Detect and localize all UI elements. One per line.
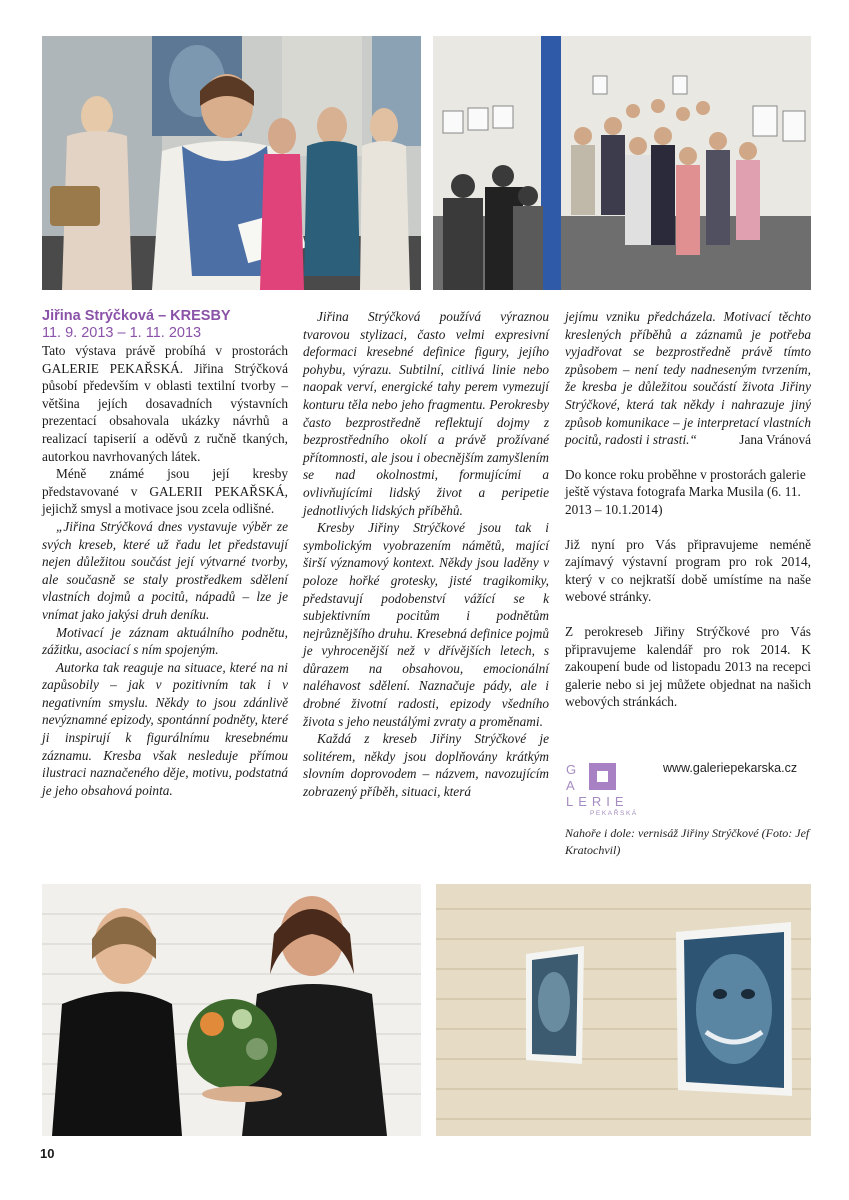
- paragraph: Kresby Jiřiny Strýčkové jsou tak i symbolickým vyobrazením námětů, mající širší významový kontext. Někdy jsou laděny v poloze hořké grotesky, jisté tragikomiky, představují podobenství vážící se k subjektivním pocitům i podnětům nejrůznějšího druhu. Kresebná definice pojmů je vyhrocenější než v dřívějších letech, s důrazem na obsahovou, emocionální naléhavost sdělení. Naznačuje pády, ale i drobné životní radosti, epizody všedního života s jeho neustálými zvraty a proměnami.: [303, 520, 549, 729]
- paragraph: Každá z kreseb Jiřiny Strýčkové je solitérem, někdy jsou doplňovány krátkým slovním doprovodem – názvem, navozujícím zobrazený příběh, situaci, která: [303, 731, 549, 800]
- logo-letters-lerie: LERIE: [566, 794, 629, 809]
- article-title: Jiřina Strýčková – KRESBY: [42, 308, 231, 324]
- photo-vernissage-speaker: [42, 36, 421, 290]
- paragraph: Tato výstava právě probíhá v prostorách GALERIE PEKAŘSKÁ. Jiřina Strýčková působí především v oblasti textilní tvorby – většina jejích dosavadních výstavních prezentací obsahovala ukázky návrhů a realizací tapiserií a oděvů z ručně tkaných, autorkou navrhovaných látek.: [42, 343, 288, 464]
- logo-letter-g: G: [566, 762, 578, 777]
- paragraph: Autorka tak reaguje na situace, které na ni zapůsobily – jak v pozitivním tak i v negativním smyslu. Někdy to jsou zdánlivě nevýznamné epizody, spontánní podněty, které ji inspirují k figurálnímu kresebnému záznamu. Kresba však nesleduje přímou ilustraci naznačeného děje, motivu, podstatná je jeho obsahová pointa.: [42, 659, 288, 798]
- paragraph: Již nyní pro Vás připravujeme neméně zajímavý výstavní program pro rok 2014, který v co nejkratší době umístíme na naše webové stránky.: [565, 536, 811, 605]
- article-dates: 11. 9. 2013 – 1. 11. 2013: [42, 325, 202, 341]
- paragraph: Z perokreseb Jiřiny Strýčkové pro Vás připravujeme kalendář pro rok 2014. K zakoupení bude od listopadu 2013 na recepci galerie nebo si jej můžete objednat na našich webových stránkách.: [565, 623, 811, 710]
- paragraph: Jiřina Strýčková používá výraznou tvarovou stylizaci, často velmi expresivní deformaci kresebné definice figury, jejího pohybu, výrazu. Subtilní, citlivá linie nebo naopak verví, energické tahy perem vymezují konturu těla nebo jeho fragmentu. Perokresby často bezprostředně reflektují dojmy z bezprostředního okolí a právě prožívané přítomnosti, ale jsou i obecnějším zamyšlením se nad okolnostmi, formujícími a ovlivňujícími lidský život a peripetie jednotlivých lidských příběhů.: [303, 309, 549, 518]
- photo-drawings-on-wall: [436, 884, 811, 1136]
- logo-letter-a: A: [566, 778, 576, 793]
- paragraph: Motivací je záznam aktuálního podnětu, zážitku, asociací s ním spojeným.: [42, 624, 288, 658]
- website-url[interactable]: www.galeriepekarska.cz: [663, 761, 798, 775]
- article-column-1: [42, 308, 288, 799]
- quote-signature: Jana Vránová: [739, 432, 811, 448]
- paragraph: „Jiřina Strýčková dnes vystavuje výběr ze svých kreseb, které už řadu let představují nejen důležitou součást její výtvarné tvorby, ale současně se staly prostředkem sdělení vlastních dojmů a pocitů, nápadů – lze je vnímat jako jakýsi druh deníku.: [42, 518, 288, 622]
- quote-ending: jejímu vzniku předcházela. Motivací těchto kreslených příběhů a záznamů je potřeba vyjadřovat se bezprostředně právě tímto způsobem – není tedy nadneseným tvrzením, že kresba je důležitou součástí života Jiřiny Strýčkové, která tak někdy i nahrazuje jiný způsob komunikace – je interpretací vlastních pocitů, radosti i strasti.“: [565, 309, 811, 448]
- article-column-3: [565, 308, 811, 711]
- photo-artist-with-flowers: [42, 884, 421, 1136]
- photo-gallery-crowd: [433, 36, 811, 290]
- page-number: 10: [40, 1146, 55, 1161]
- photo-caption: Nahoře i dole: vernisáž Jiřiny Strýčkové (Foto: Jef Kratochvil): [565, 826, 810, 857]
- logo-square-icon: [589, 763, 616, 790]
- paragraph: Méně známé jsou její kresby představované v GALERII PEKAŘSKÁ, jejichž smysl a motivace jsou zcela odlišné.: [42, 466, 288, 517]
- logo-subtitle: PEKAŘSKÁ: [590, 810, 638, 817]
- paragraph: Do konce roku proběhne v prostorách galerie ještě výstava fotografa Marka Musila (6. 11. 2013 – 10.1.2014): [565, 466, 806, 517]
- galerie-pekarska-logo: [565, 762, 645, 822]
- article-column-2: [303, 308, 549, 801]
